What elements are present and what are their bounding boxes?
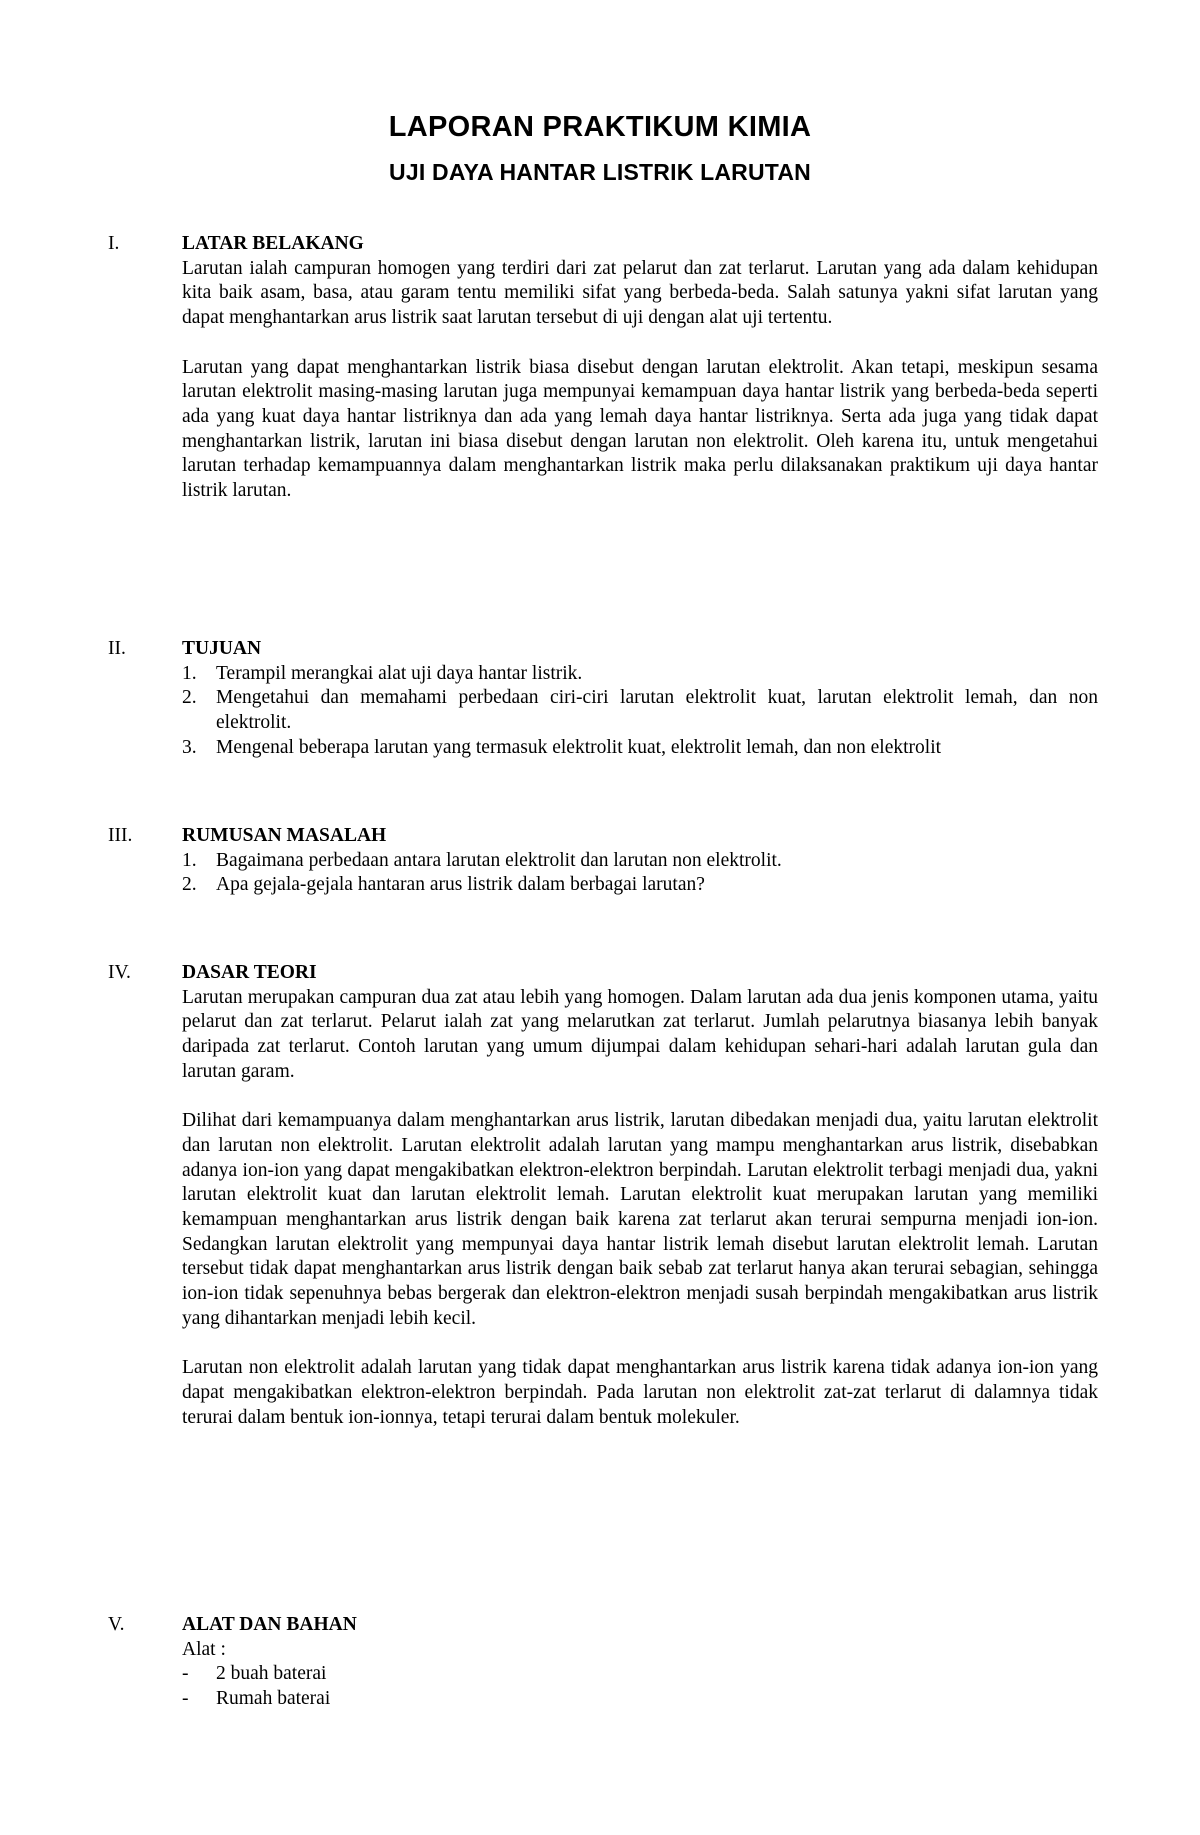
section-body — [182, 232, 1098, 504]
section-heading: ALAT DAN BAHAN — [182, 1614, 357, 1635]
paragraph: Larutan yang dapat menghantarkan listrik biasa disebut dengan larutan elektrolit. Akan tetapi, meskipun sesama larutan elektrolit masing-masing larutan juga mempunyai kemampuan daya hantar listrik yang berbeda-beda seperti ada yang kuat daya hantar listriknya dan ada yang lemah daya hantar listriknya. Serta ada juga yang tidak dapat menghantarkan listrik, larutan ini biasa disebut dengan larutan non elektrolit. Oleh karena itu, untuk mengetahui larutan terhadap kemampuannya dalam menghantarkan listrik maka perlu dilaksanakan praktikum uji daya hantar listrik larutan. — [182, 356, 1098, 502]
section-number: II. — [108, 638, 126, 659]
list-item — [182, 1687, 1098, 1712]
document-subtitle: UJI DAYA HANTAR LISTRIK LARUTAN — [389, 159, 811, 185]
section-body — [182, 637, 1098, 761]
list-item-text: Terampil merangkai alat uji daya hantar listrik. — [216, 662, 583, 684]
section-body — [182, 961, 1098, 1430]
section-body — [182, 824, 1098, 898]
list-item-text: Mengenal beberapa larutan yang termasuk elektrolit kuat, elektrolit lemah, dan non elektrolit — [216, 736, 942, 758]
list-item-text: Mengetahui dan memahami perbedaan ciri-ciri larutan elektrolit kuat, larutan elektrolit lemah, dan non elektrolit. — [216, 687, 1098, 734]
section-latar-belakang — [108, 232, 1108, 504]
list-item-text: Apa gejala-gejala hantaran arus listrik dalam berbagai larutan? — [216, 874, 705, 896]
list-item-number: 2. — [182, 874, 197, 896]
list-item-text: Bagaimana perbedaan antara larutan elektrolit dan larutan non elektrolit. — [216, 849, 782, 871]
paragraph: Dilihat dari kemampuanya dalam menghantarkan arus listrik, larutan dibedakan menjadi dua, yaitu larutan elektrolit dan larutan non elektrolit. Larutan elektrolit adalah larutan yang mampu menghantarkan arus listrik, disebabkan adanya ion-ion yang dapat mengakibatkan elektron-elektron berpindah. Larutan elektrolit terbagi menjadi dua, yakni larutan elektrolit kuat dan larutan elektrolit lemah. Larutan elektrolit kuat merupakan larutan yang memiliki kemampuan menghantarkan arus listrik dengan baik karena zat terlarut akan terurai sempurna menjadi ion-ion. Sedangkan larutan elektrolit yang mempunyai daya hantar listrik lemah disebut larutan elektrolit lemah. Larutan tersebut tidak dapat menghantarkan arus listrik dengan baik sebab zat terlarut hanya akan terurai sebagian, sehingga ion-ion tidak sepenuhnya bebas bergerak dan elektron-elektron menjadi susah berpindah mengakibatkan arus listrik yang dihantarkan menjadi lebih kecil. — [182, 1110, 1098, 1329]
document-title: LAPORAN PRAKTIKUM KIMIA — [388, 111, 812, 143]
problem-list — [182, 849, 1098, 898]
section-alat-dan-bahan — [108, 1613, 1108, 1712]
section-heading: RUMUSAN MASALAH — [182, 825, 387, 846]
tools-list — [182, 1662, 1098, 1711]
section-heading: TUJUAN — [182, 638, 262, 659]
list-item — [182, 686, 1098, 735]
list-item-number: 1. — [182, 662, 197, 684]
section-dasar-teori — [108, 961, 1108, 1430]
list-item-dash: - — [182, 1688, 189, 1710]
list-item — [182, 1662, 1098, 1687]
list-item-text: Rumah baterai — [216, 1688, 331, 1710]
list-item-text: 2 buah baterai — [216, 1663, 327, 1685]
section-tujuan — [108, 637, 1108, 761]
section-number: III. — [108, 825, 133, 846]
objective-list — [182, 662, 1098, 761]
list-item — [182, 736, 1098, 761]
list-item-number: 2. — [182, 687, 197, 709]
section-body — [182, 1613, 1098, 1712]
list-item-dash: - — [182, 1663, 189, 1685]
list-item — [182, 662, 1098, 687]
list-item-number: 3. — [182, 736, 197, 758]
paragraph: Larutan ialah campuran homogen yang terdiri dari zat pelarut dan zat terlarut. Larutan yang ada dalam kehidupan kita baik asam, basa, atau garam tentu memiliki sifat yang berbeda-beda. Salah satunya yakni sifat larutan yang dapat menghantarkan arus listrik saat larutan tersebut di uji dengan alat uji tertentu. — [182, 257, 1098, 329]
tools-label: Alat : — [182, 1638, 226, 1660]
paragraph: Larutan merupakan campuran dua zat atau lebih yang homogen. Dalam larutan ada dua jenis komponen utama, yaitu pelarut dan zat terlarut. Pelarut ialah zat yang melarutkan zat terlarut. Jumlah pelarutnya biasanya lebih banyak daripada zat terlarut. Contoh larutan yang umum dijumpai dalam kehidupan sehari-hari adalah larutan gula dan larutan garam. — [182, 986, 1098, 1082]
section-heading: DASAR TEORI — [182, 962, 317, 983]
list-item — [182, 849, 1098, 874]
list-item-number: 1. — [182, 849, 197, 871]
section-number: IV. — [108, 962, 131, 983]
list-item — [182, 873, 1098, 898]
paragraph: Larutan non elektrolit adalah larutan yang tidak dapat menghantarkan arus listrik karena tidak adanya ion-ion yang dapat mengakibatkan elektron-elektron berpindah. Pada larutan non elektrolit zat-zat terlarut di dalamnya tidak terurai dalam bentuk ion-ionnya, tetapi terurai dalam bentuk molekuler. — [182, 1357, 1098, 1428]
section-number: I. — [108, 233, 120, 254]
section-heading: LATAR BELAKANG — [182, 233, 364, 254]
section-number: V. — [108, 1614, 125, 1635]
section-rumusan-masalah — [108, 824, 1108, 898]
